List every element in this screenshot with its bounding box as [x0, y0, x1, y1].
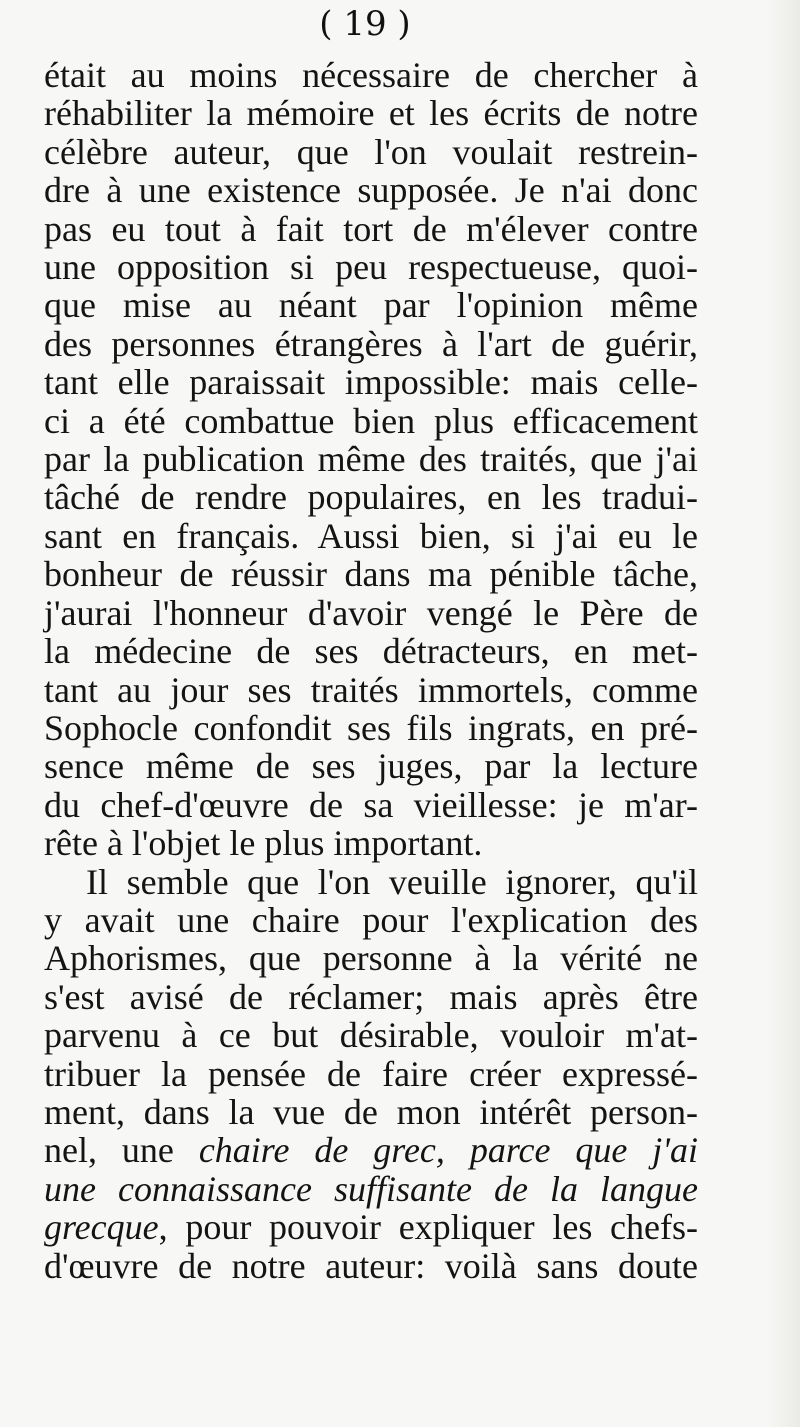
text-line: que mise au néant par l'opinion même	[44, 285, 698, 326]
text-line: du chef-d'œuvre de sa vieillesse: je m'ar-	[44, 784, 698, 825]
text-line: j'aurai l'honneur d'avoir vengé le Père de	[44, 592, 698, 633]
text-line: s'est avisé de réclamer; mais après être	[44, 976, 698, 1017]
text-line: parvenu à ce but désirable, vouloir m'at-	[44, 1015, 698, 1056]
text-line: une opposition si peu respectueuse, quoi-	[44, 247, 698, 288]
body-text	[44, 56, 698, 1285]
text-line: sence même de ses juges, par la lecture	[44, 746, 698, 787]
text-line: y avait une chaire pour l'explication des	[44, 899, 698, 940]
mixed-text-line	[44, 1208, 698, 1246]
text-line: réhabiliter la mémoire et les écrits de notre	[44, 93, 698, 134]
text-line: Aphorismes, que personne à la vérité ne	[44, 938, 698, 979]
text-line: ci a été combattue bien plus efficacement	[44, 400, 698, 441]
text-line: d'œuvre de notre auteur: voilà sans doute	[44, 1245, 698, 1286]
text-line: tant elle paraissait impossible: mais celle-	[44, 362, 698, 403]
text-line: tant au jour ses traités immortels, comme	[44, 669, 698, 710]
italic-text: chaire de grec, parce que j'ai	[198, 1130, 698, 1171]
text-line: la médecine de ses détracteurs, en met-	[44, 631, 698, 672]
text-line: célèbre auteur, que l'on voulait restrein-	[44, 131, 698, 172]
text-line: était au moins nécessaire de chercher à	[44, 55, 698, 95]
roman-text: , pour pouvoir expliquer les chefs-	[158, 1207, 698, 1248]
mixed-text-line	[44, 1170, 698, 1208]
text-line: tribuer la pensée de faire créer expressé-	[44, 1053, 698, 1094]
italic-text: une connaissance suffisante de la langue	[44, 1168, 698, 1209]
roman-text: nel, une	[44, 1130, 199, 1171]
text-line: Sophocle confondit ses fils ingrats, en pré-	[44, 707, 698, 748]
text-line: des personnes étrangères à l'art de guérir,	[44, 323, 698, 364]
text-line: tâché de rendre populaires, en les tradui-	[44, 477, 698, 518]
paragraph-end-line: rête à l'objet le plus important.	[44, 823, 483, 864]
italic-text: grecque	[44, 1207, 159, 1248]
page-edge-shadow	[766, 0, 800, 1427]
text-line: sant en français. Aussi bien, si j'ai eu le	[44, 515, 698, 556]
paragraph-start-line: Il semble que l'on veuille ignorer, qu'il	[86, 861, 698, 902]
text-line: dre à une existence supposée. Je n'ai donc	[44, 170, 698, 211]
page-number: ( 19 )	[319, 4, 411, 44]
text-line: pas eu tout à fait tort de m'élever contre	[44, 208, 698, 249]
mixed-text-line	[44, 1131, 698, 1169]
text-line: ment, dans la vue de mon intérêt person-	[44, 1091, 698, 1132]
text-line: bonheur de réussir dans ma pénible tâche,	[44, 554, 698, 595]
text-line: par la publication même des traités, que j'ai	[44, 439, 698, 480]
